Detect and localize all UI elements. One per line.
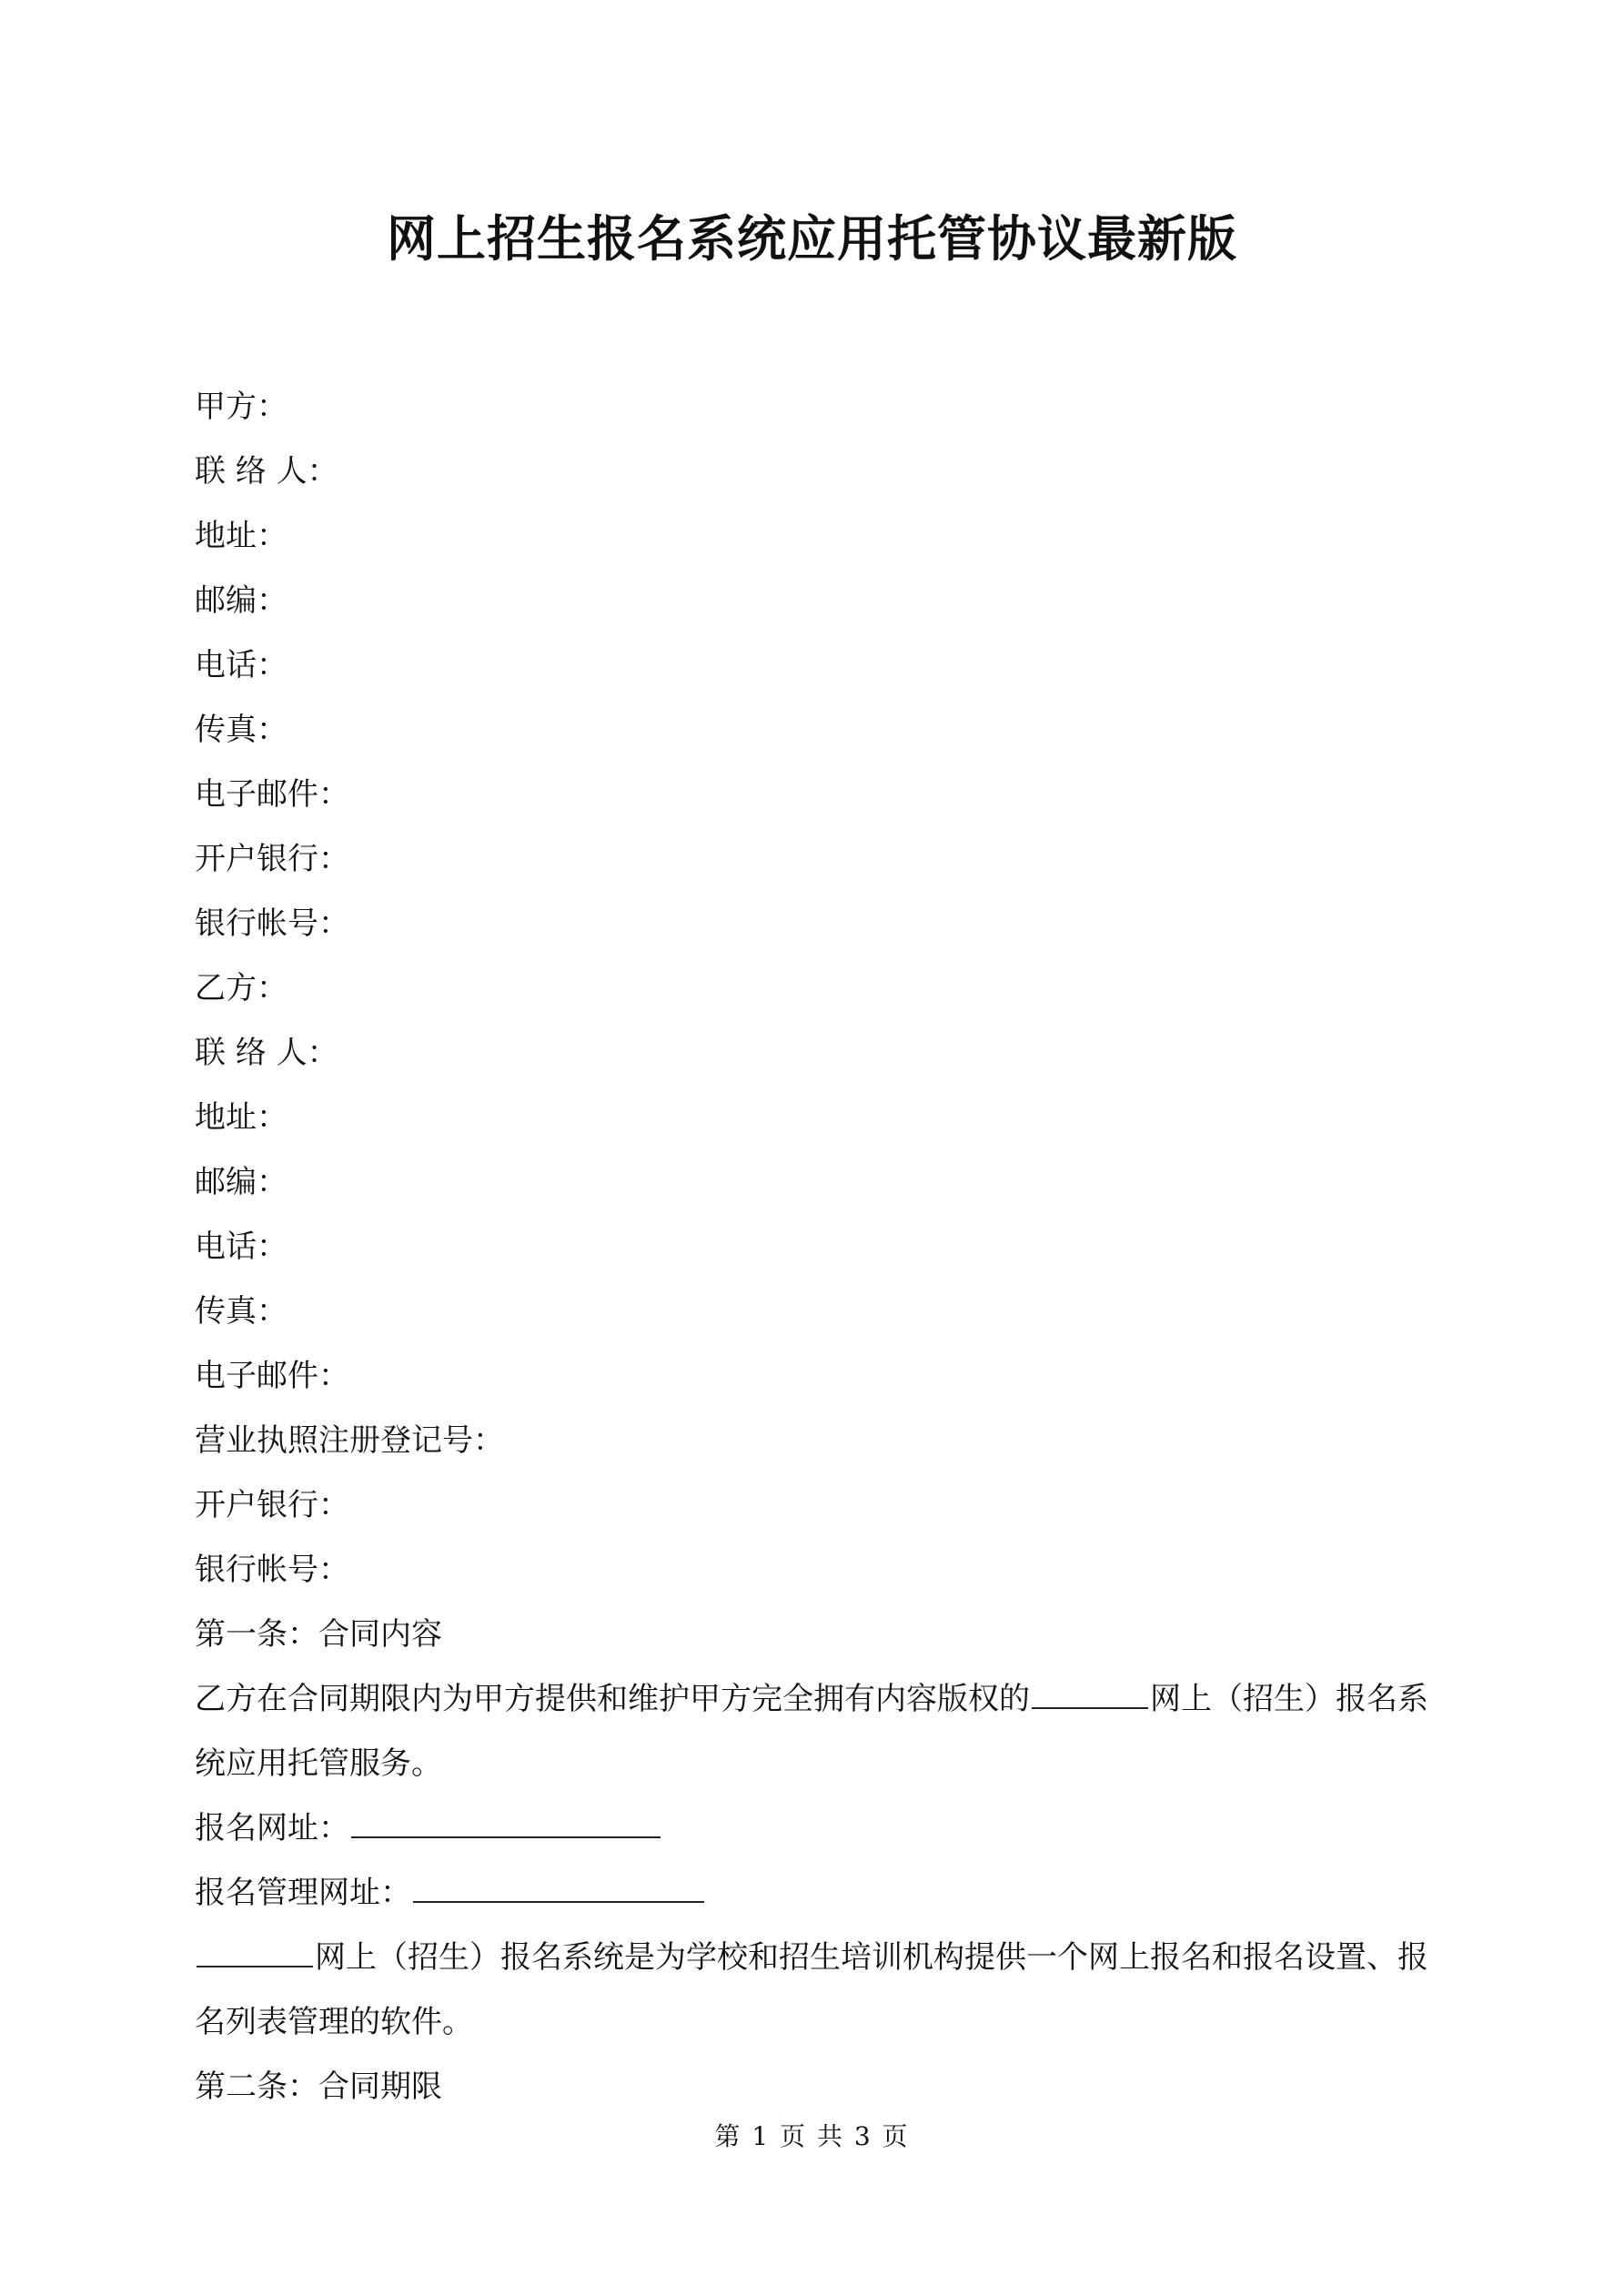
party-a-label: 甲方： <box>195 389 287 425</box>
document-body <box>195 375 1450 2119</box>
party-b-postcode: 邮编： <box>195 1164 287 1200</box>
article-2-heading: 第二条：合同期限 <box>195 2068 442 2105</box>
article-1-heading: 第一条：合同内容 <box>195 1616 442 1653</box>
article-1-paragraph-2-text: 网上（招生）报名系统是为学校和招生培训机构提供一个网上报名和报名设置、报名列表管理的软件。 <box>195 1939 1428 2040</box>
article-1-paragraph-1 <box>195 1667 1450 1796</box>
signup-url-line <box>195 1796 1450 1861</box>
party-b-license: 营业执照注册登记号： <box>195 1422 504 1459</box>
article-1-paragraph-1-text-a: 乙方在合同期限内为甲方提供和维护甲方完全拥有内容版权的 <box>195 1681 1030 1717</box>
party-b-contact: 联 络 人： <box>195 1035 338 1071</box>
party-b-account: 银行帐号： <box>195 1552 349 1588</box>
party-a-phone: 电话： <box>195 647 287 683</box>
fill-in-blank <box>197 1938 313 1967</box>
document-title: 网上招生报名系统应用托管协议最新版 <box>387 209 1237 268</box>
admin-url-blank <box>413 1874 704 1903</box>
party-b-fax: 传真： <box>195 1293 287 1330</box>
party-a-address: 地址： <box>195 518 287 554</box>
party-b-address: 地址： <box>195 1099 287 1136</box>
page-footer: 第 1 页 共 3 页 <box>714 2121 910 2151</box>
party-a-bank: 开户银行： <box>195 841 349 877</box>
fill-in-blank <box>1032 1680 1148 1709</box>
party-a-postcode: 邮编： <box>195 582 287 619</box>
party-b-label: 乙方： <box>195 970 287 1006</box>
party-a-account: 银行帐号： <box>195 905 349 942</box>
party-a-contact: 联 络 人： <box>195 453 338 490</box>
party-a-email: 电子邮件： <box>195 776 349 813</box>
signup-url-blank <box>351 1809 661 1838</box>
party-b-phone: 电话： <box>195 1229 287 1265</box>
article-1-paragraph-1-text-b: 网上（招生）报名系统应用托管服务。 <box>195 1681 1428 1782</box>
admin-url-label: 报名管理网址： <box>195 1875 411 1911</box>
party-a-fax: 传真： <box>195 712 287 748</box>
signup-url-label: 报名网址： <box>195 1810 349 1846</box>
party-b-email: 电子邮件： <box>195 1358 349 1394</box>
admin-url-line <box>195 1861 1450 1926</box>
party-b-bank: 开户银行： <box>195 1487 349 1523</box>
article-1-paragraph-2 <box>195 1926 1450 2055</box>
